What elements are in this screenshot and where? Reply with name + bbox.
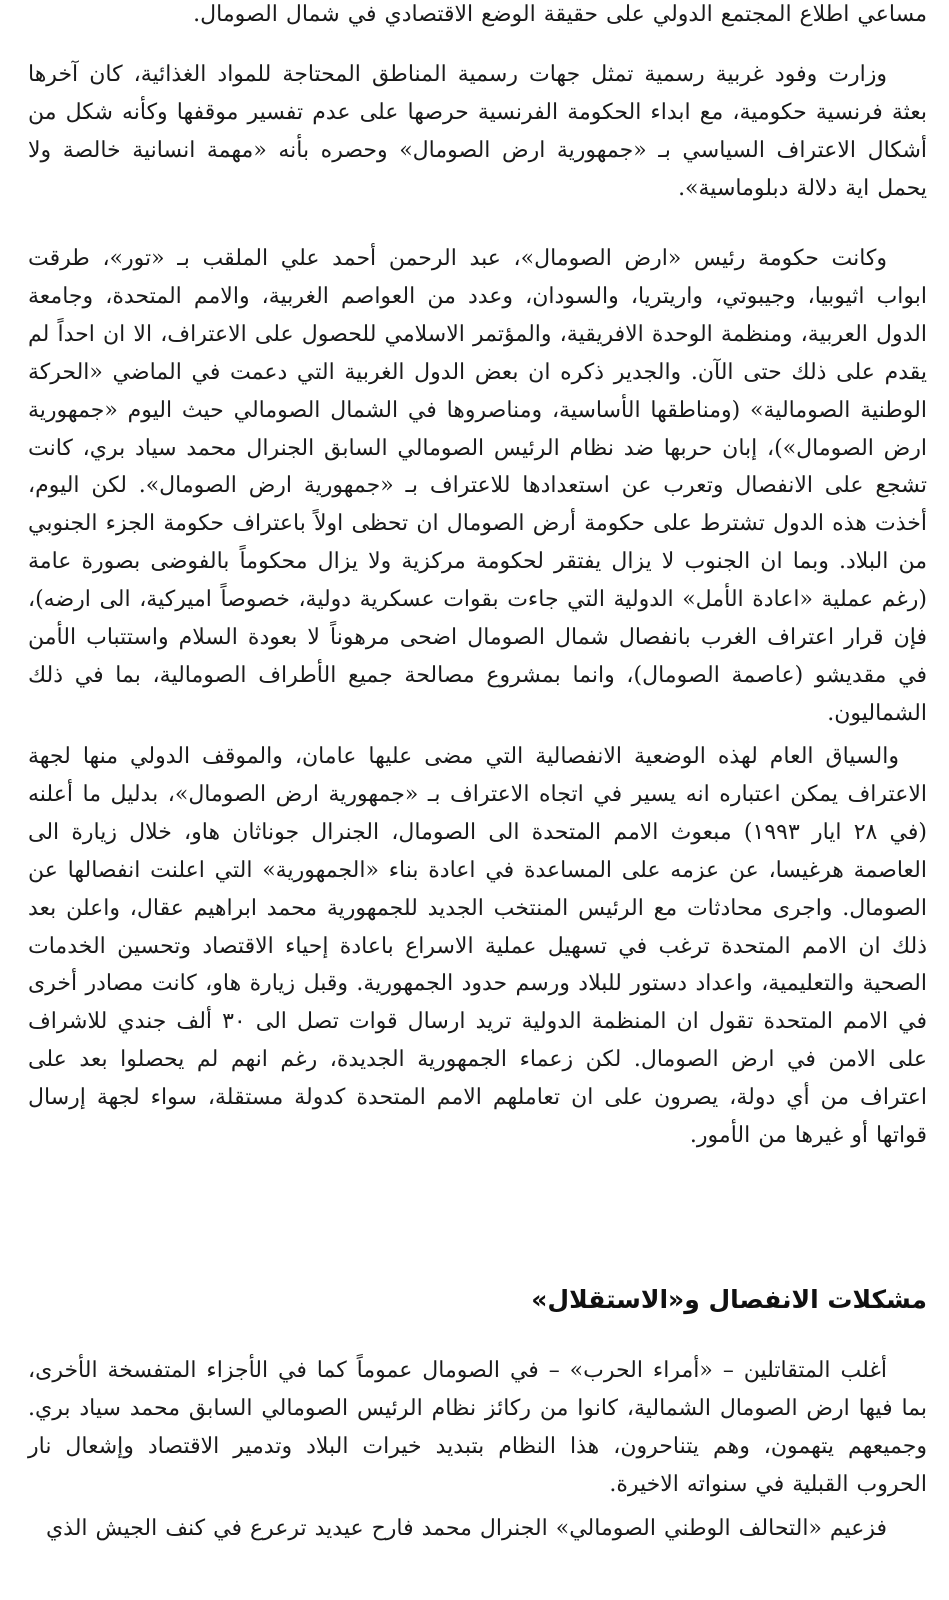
paragraph-warlords: أغلب المتقاتلين – «أمراء الحرب» – في الصومال عموماً كما في الأجزاء المتفسخة الأخرى، بما فيها ارض الصومال الشمالية، كانوا من ركائز نظام الرئيس الصومالي السابق محمد سياد بري. وجميعهم يتهمون، وهم يتناحرون، هذا النظام بتبديد خيرات البلاد وتدمير الاقتصاد وإشعال نار الحروب القبلية في سنواته الاخيرة. <box>28 1358 927 1497</box>
paragraph-international-context: والسياق العام لهذه الوضعية الانفصالية التي مضى عليها عامان، والموقف الدولي منها لجهة الاعتراف يمكن اعتباره انه يسير في اتجاه الاعتراف بـ «جمهورية ارض الصومال»، بدليل ما أعلنه (في ٢٨ ايار ١٩٩٣) مبعوث الامم المتحدة الى الصومال، الجنرال جوناثان هاو، خلال زيارة الى العاصمة هرغيسا، عن عزمه على المساعدة في اعادة بناء «الجمهورية» التي اعلنت انفصالها عن الصومال. واجرى محادثات مع الرئيس المنتخب الجديد للجمهورية محمد ابراهيم عقال، واعلن بعد ذلك ان الامم المتحدة ترغب في تسهيل عملية الاسراع باعادة إحياء الاقتصاد وتحسين الخدمات الصحية والتعليمية، واعداد دستور للبلاد ورسم حدود الجمهورية. وقبل زيارة هاو، كانت مصادر أخرى في الامم المتحدة تقول ان المنظمة الدولية تريد ارسال قوات تصل الى ٣٠ ألف جندي للاشراف على الامن في ارض الصومال. لكن زعماء الجمهورية الجديدة، رغم انهم لم يحصلوا بعد على اعتراف من أي دولة، يصرون على ان تعاملهم الامم المتحدة كدولة مستقلة، سواء لجهة إرسال قواتها أو غيرها من الأمور. <box>28 744 927 1149</box>
paragraph-recognition-efforts: وكانت حكومة رئيس «ارض الصومال»، عبد الرحمن أحمد علي الملقب بـ «تور»، طرقت ابواب اثيوبيا، وجيبوتي، واريتريا، والسودان، وعدد من العواصم الغربية، والامم المتحدة، وجامعة الدول العربية، ومنظمة الوحدة الافريقية، والمؤتمر الاسلامي للحصول على الاعتراف، الا ان احداً لم يقدم على ذلك حتى الآن. والجدير ذكره ان بعض الدول الغربية التي دعمت في الماضي «الحركة الوطنية الصومالية» (ومناطقها الأساسية، ومناصروها في الشمال الصومالي حيث اليوم «جمهورية ارض الصومال»)، إبان حربها ضد نظام الرئيس الصومالي السابق الجنرال محمد سياد بري، كانت تشجع على الانفصال وتعرب عن استعدادها للاعتراف بـ «جمهورية ارض الصومال». لكن اليوم، أخذت هذه الدول تشترط على حكومة أرض الصومال ان تحظى اولاً باعتراف حكومة الجزء الجنوبي من البلاد. وبما ان الجنوب لا يزال يفتقر لحكومة مركزية ولا يزال محكوماً بالفوضى بصورة عامة (رغم عملية «اعادة الأمل» الدولية التي جاءت بقوات عسكرية دولية، خصوصاً اميركية، الى ارضه)، فإن قرار اعتراف الغرب بانفصال شمال الصومال اضحى مرهوناً لا بعودة السلام واستتباب الأمن في مقديشو (عاصمة الصومال)، وانما بمشروع مصالحة جميع الأطراف الصومالية، بما في ذلك الشماليون. <box>28 246 927 726</box>
paragraph-aidid: فزعيم «التحالف الوطني الصومالي» الجنرال محمد فارح عيديد ترعرع في كنف الجيش الذي <box>45 1516 887 1541</box>
paragraph-western-delegations: وزارت وفود غربية رسمية تمثل جهات رسمية المناطق المحتاجة للمواد الغذائية، كان آخرها بعثة فرنسية حكومية، مع ابداء الحكومة الفرنسية حرصها على عدم تفسير موقفها وكأنه شكل من أشكال الاعتراف السياسي بـ «جمهورية ارض الصومال» وحصره بأنه «مهمة انسانية خالصة ولا يحمل اية دلالة دبلوماسية». <box>28 62 927 201</box>
section-heading: مشكلات الانفصال و«الاستقلال» <box>531 1285 927 1314</box>
paragraph-continuation: مساعي اطلاع المجتمع الدولي على حقيقة الوضع الاقتصادي في شمال الصومال. <box>193 2 927 27</box>
